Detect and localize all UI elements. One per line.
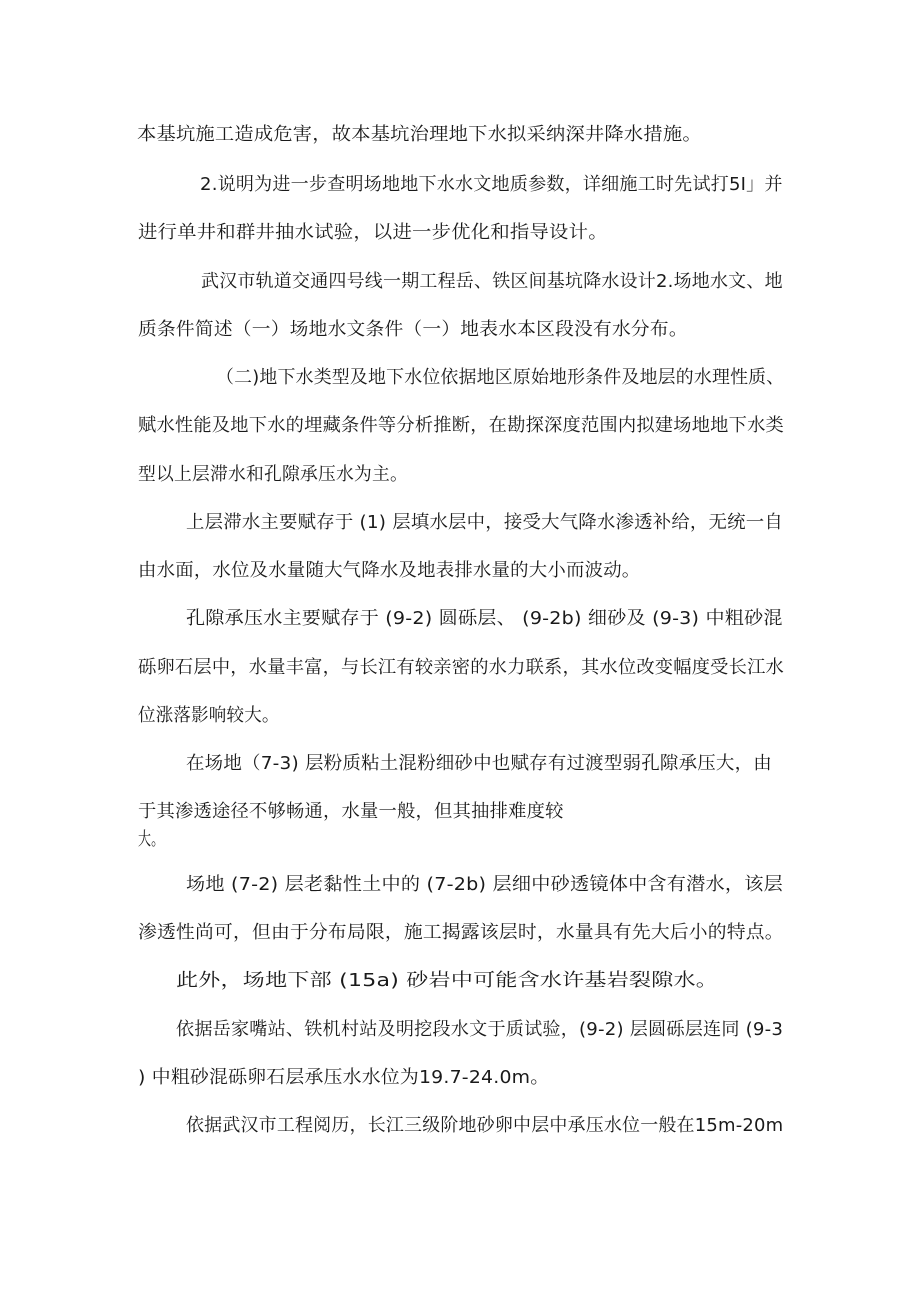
text-line: 本基坑施工造成危害，故本基坑治理地下水拟采纳深井降水措施。 <box>137 124 702 145</box>
text-line: 上层滞水主要赋存于 (1) 层填水层中，接受大气降水渗透补给，无统一自 <box>186 512 783 533</box>
text-line: 场地 (7-2) 层老黏性土中的 (7-2b) 层细中砂透镜体中含有潜水，该层 <box>186 874 784 895</box>
text-line: 在场地（7-3) 层粉质粘土混粉细砂中也赋存有过渡型弱孔隙承压大，由 <box>186 753 772 774</box>
text-line: 依据岳家嘴站、铁机村站及明挖段水文于质试验，(9-2) 层圆砾层连同 (9-3 <box>176 1019 784 1040</box>
text-line: 大。 <box>138 829 165 850</box>
text-line: 进行单井和群井抽水试验，以进一步优化和指导设计。 <box>138 222 608 243</box>
text-line: 于其渗透途径不够畅通，水量一般，但其抽排难度较 <box>138 801 564 822</box>
text-line: 砾卵石层中，水量丰富，与长江有较亲密的水力联系，其水位改变幅度受长江水 <box>138 657 784 678</box>
text-line: 渗透性尚可，但由于分布局限，施工揭露该层时，水量具有先大后小的特点。 <box>138 922 784 943</box>
text-line: 此外，场地下部 (15a) 砂岩中可能含水许基岩裂隙水。 <box>176 970 719 991</box>
text-line: ) 中粗砂混砾卵石层承压水水位为19.7-24.0m。 <box>138 1067 550 1088</box>
text-line: 2.说明为进一步查明场地地下水水文地质参数，详细施工时先试打5I」并 <box>200 174 783 195</box>
text-line: 依据武汉市工程阅历，长江三级阶地砂卵中层中承压水位一般在15m-20m <box>186 1115 784 1136</box>
text-line: 由水面，水位及水量随大气降水及地表排水量的大小而波动。 <box>138 560 641 581</box>
text-line: 孔隙承压水主要赋存于 (9-2) 圆砾层、 (9-2b) 细砂及 (9-3) 中粗砂混 <box>186 608 783 629</box>
text-line: （二)地下水类型及地下水位依据地区原始地形条件及地层的水理性质、 <box>216 367 785 388</box>
text-line: 型以上层滞水和孔隙承压水为主。 <box>138 464 408 485</box>
text-line: 赋水性能及地下水的埋藏条件等分析推断，在勘探深度范围内拟建场地地下水类 <box>138 415 784 436</box>
text-line: 质条件简述（一）场地水文条件（一）地表水本区段没有水分布。 <box>138 319 688 340</box>
text-line: 位涨落影响较大。 <box>138 705 280 726</box>
text-line: 武汉市轨道交通四号线一期工程岳、铁区间基坑降水设计2.场地水文、地 <box>201 271 783 292</box>
